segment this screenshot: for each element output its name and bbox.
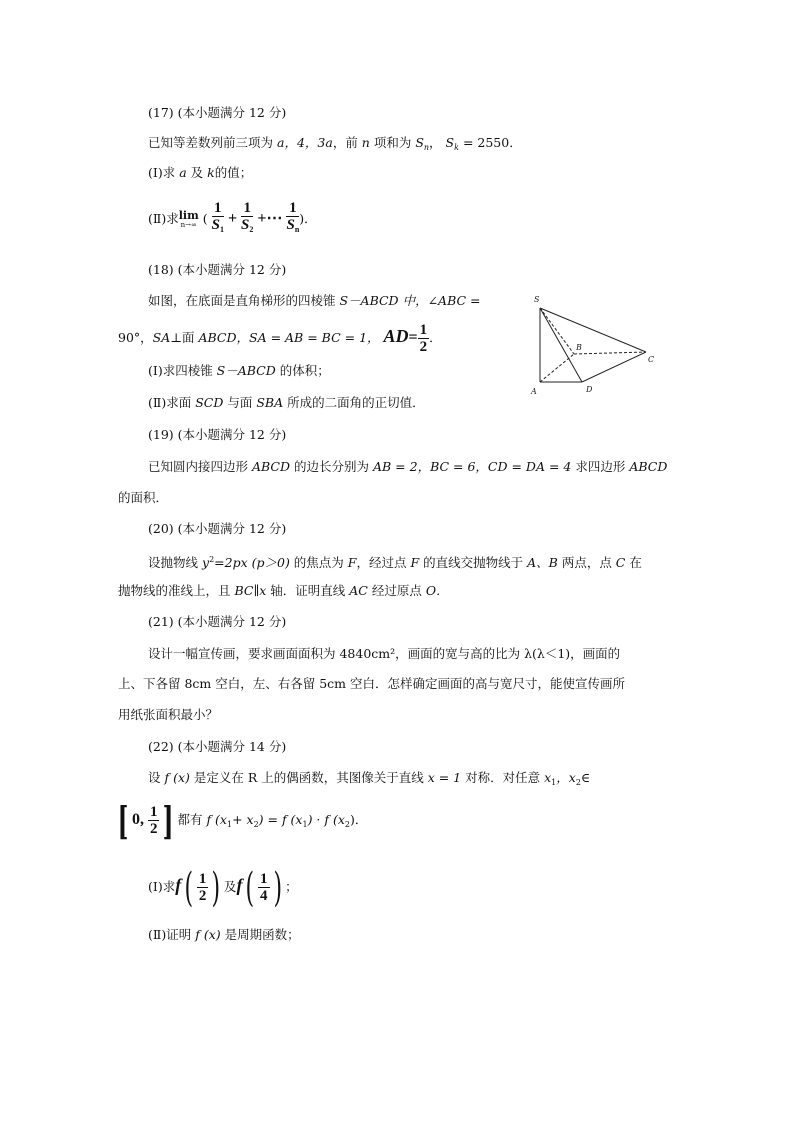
label-d: D [586,385,593,394]
edge-dc [582,352,646,382]
p20-line-1: 设抛物线 $y^2=2px$ (p＞0) 的焦点为 F，经过点 F 的直线交抛物线于 A、B 两点，点 C 在 [148,555,642,570]
p22-q1: (Ⅰ)求f( $\frac{1}{2}$ ) 及f( $\frac{1}{4}$ ) ； [148,864,298,911]
p19-line-1: 已知圆内接四边形 ABCD 的边长分别为 AB = 2，BC = 6，CD = DA = 4 求四边形 ABCD [148,459,668,474]
frac-f-1-4: $\frac{1}{4}$ [260,870,268,904]
label-c: C [648,355,655,364]
p22-line-1: 设 f (x) 是定义在 R 上的偶函数，其图像关于直线 x = 1 对称．对任意 $x_1$，$x_2\in$ [148,770,591,787]
frac-1-sn: $\frac{1}{S_n}$ [286,200,300,234]
p18-q2: (Ⅱ)求面 SCD 与面 SBA 所成的二面角的正切值． [148,395,425,410]
p20-line-2: 抛物线的准线上，且 BC∥x 轴．证明直线 AC 经过原点 O． [118,583,449,598]
p17-stem: 已知等差数列前三项为 a，4，3a，前 n 项和为 $S_n$， $S_k = 2550$． [148,135,522,152]
p18-q1: (Ⅰ)求四棱锥 S－ABCD 的体积； [148,363,330,378]
edge-ab [540,354,574,382]
p21-line-1: 设计一幅宣传画，要求画面面积为 4840cm²，画面的宽与高的比为 λ(λ＜1)，画面的 [148,646,621,661]
p21-header: (21) (本小题满分 12 分) [148,614,287,629]
p17-q1: (Ⅰ)求 a 及 k的值； [148,165,253,180]
p21-line-2: 上、下各留 8cm 空白，左、右各留 5cm 空白．怎样确定画面的高与宽尺寸，能使宣传画所 [118,676,626,691]
frac-1-s1: $\frac{1}{S_1}$ [211,200,224,234]
p22-line-2: [ 0, $\frac{1}{2}$ ] 都有 f $(x_1+ x_2) = f$ $(x_1) \cdot f$ $(x_2)$． [117,797,368,843]
p17-q2: (Ⅱ)求lim n→∞ ( $\frac{1}{S_1}$ + $\frac{1}{S_2}$ +⋯ $\frac{1}{S_n}$ )． [148,200,317,238]
p18-stem-2: 90°，SA⊥面 ABCD，SA = AB = BC = 1， AD= $\frac{1}{2}$ ． [118,321,442,355]
p17-header: (17) (本小题满分 12 分) [148,105,287,120]
frac-1-2: $\frac{1}{2}$ [419,321,428,355]
p22-header: (22) (本小题满分 14 分) [148,739,287,754]
p18-header: (18) (本小题满分 12 分) [148,262,287,277]
p20-header: (20) (本小题满分 12 分) [148,521,287,536]
edge-bc [574,352,646,354]
limit-operator: lim n→∞ [178,208,199,229]
p19-header: (19) (本小题满分 12 分) [148,427,287,442]
p22-q2: (Ⅱ)证明 f (x) 是周期函数； [148,927,300,942]
label-b: B [576,343,582,352]
p19-line-2: 的面积． [118,490,169,505]
label-a: A [531,387,537,396]
frac-1-s2: $\frac{1}{S_2}$ [241,200,254,234]
p18-stem-1: 如图，在底面是直角梯形的四棱锥 S－ABCD 中，∠ABC = [148,293,481,308]
pyramid-figure [526,290,656,398]
label-s: S [534,295,540,304]
frac-f-1-2: $\frac{1}{2}$ [198,870,207,904]
frac-interval-1-2: $\frac{1}{2}$ [149,803,158,837]
p21-line-3: 用纸张面积最小？ [118,707,219,722]
